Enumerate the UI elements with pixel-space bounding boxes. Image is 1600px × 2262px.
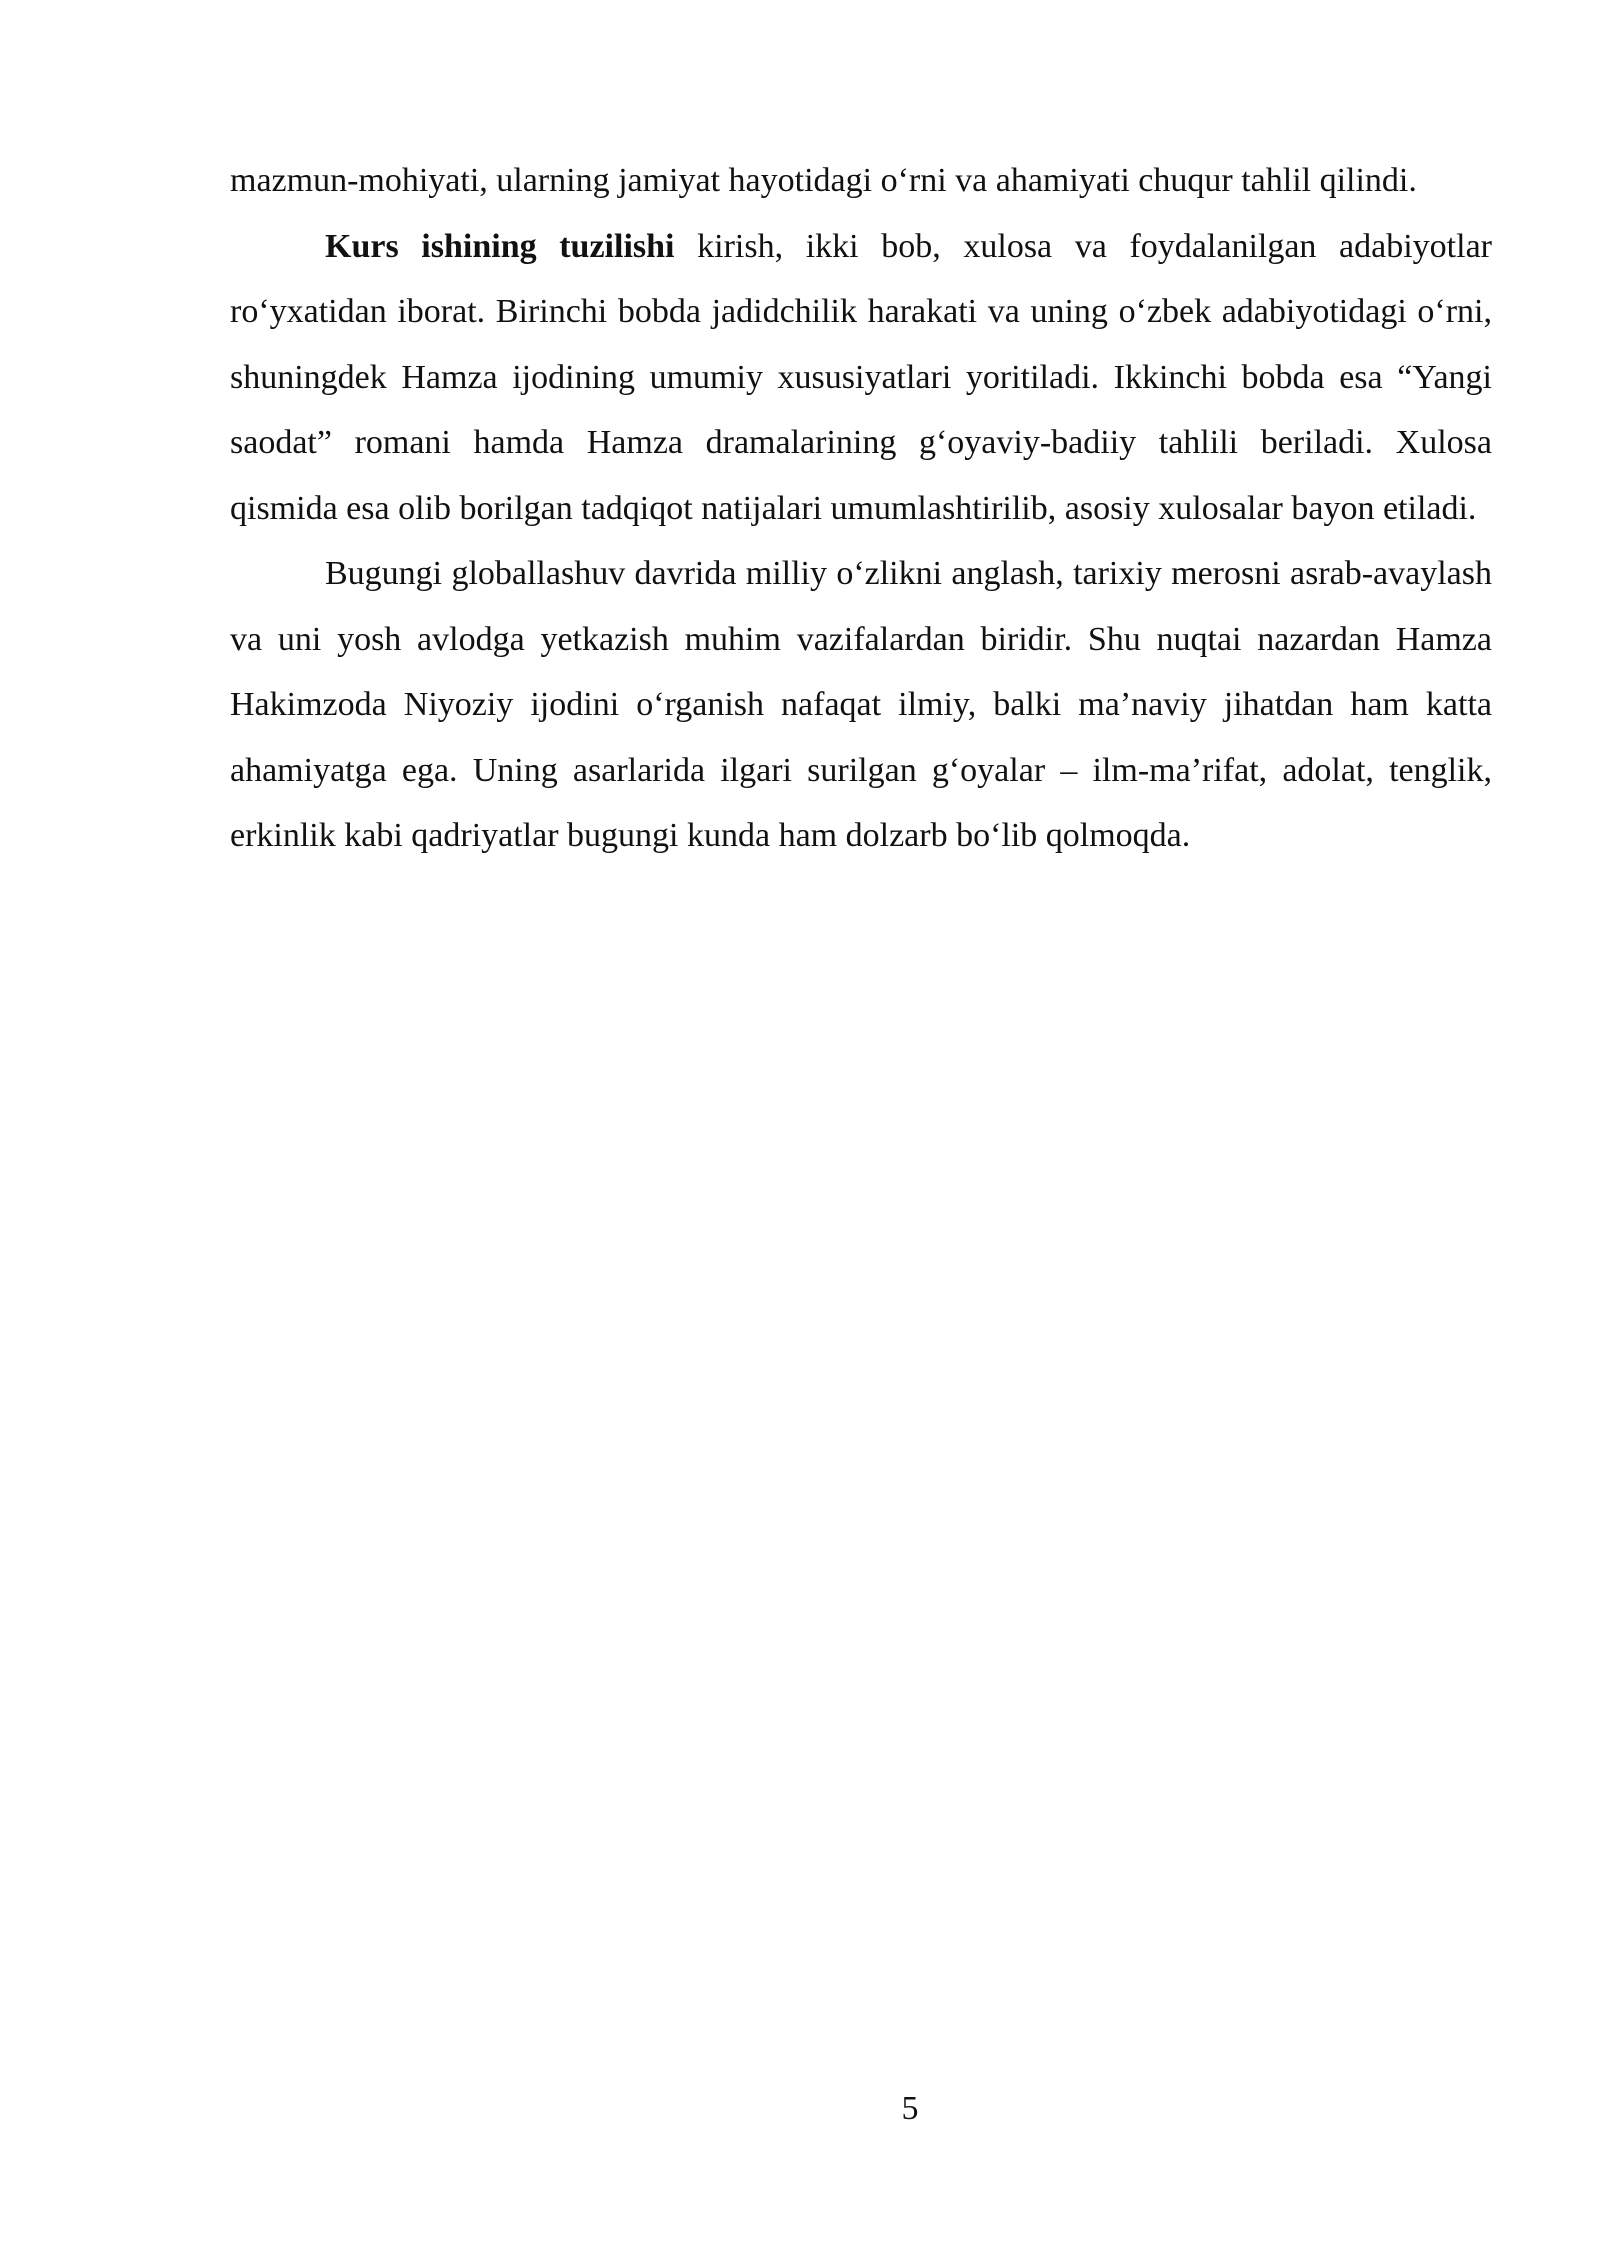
paragraph-structure [230, 214, 1492, 542]
document-body [230, 148, 1492, 869]
paragraph-text: mazmun-mohiyati, ularning jamiyat hayotidagi o‘rni va ahamiyati chuqur tahlil qilindi. [230, 162, 1417, 199]
paragraph-text: kirish, ikki bob, xulosa va foydalanilgan adabiyotlar ro‘yxatidan iborat. Birinchi bobda jadidchilik harakati va uning o‘zbek adabiyotidagi o‘rni, shuningdek Hamza ijodining umumiy xususiyatlari yoritiladi. Ikkinchi bobda esa “Yangi saodat” romani hamda Hamza dramalarining g‘oyaviy-badiiy tahlili beriladi. Xulosa qismida esa olib borilgan tadqiqot natijalari umumlashtirilib, asosiy xulosalar bayon etiladi. [230, 227, 1492, 527]
paragraph-lead-bold: Kurs ishining tuzilishi [325, 227, 675, 265]
paragraph-globalization [230, 541, 1492, 869]
paragraph-text: Bugungi globallashuv davrida milliy o‘zlikni anglash, tarixiy merosni asrab-avaylash va uni yosh avlodga yetkazish muhim vazifalardan biridir. Shu nuqtai nazardan Hamza Hakimzoda Niyoziy ijodini o‘rganish nafaqat ilmiy, balki ma’naviy jihatdan ham katta ahamiyatga ega. Uning asarlarida ilgari surilgan g‘oyalar – ilm-ma’rifat, adolat, tenglik, erkinlik kabi qadriyatlar bugungi kunda ham dolzarb bo‘lib qolmoqda. [230, 555, 1492, 854]
paragraph-continuation [230, 148, 1492, 214]
page-number: 5 [901, 2090, 919, 2127]
